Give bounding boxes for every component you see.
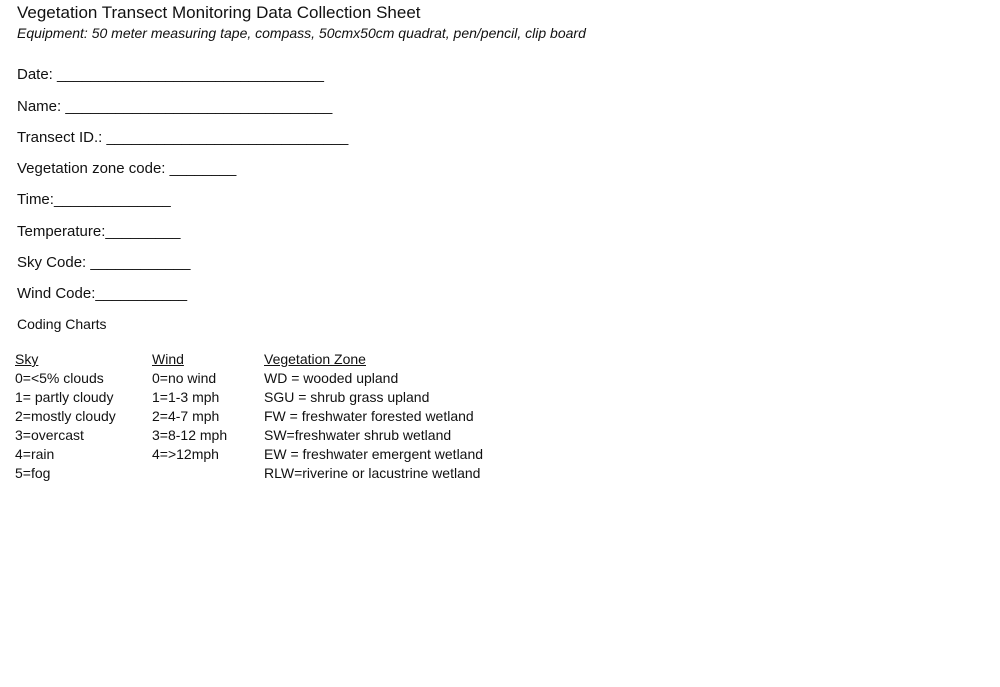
vegetation-zone-item: SW=freshwater shrub wetland [264, 427, 452, 443]
document-title: Vegetation Transect Monitoring Data Collection Sheet [17, 3, 421, 22]
field-date [17, 66, 324, 83]
vegetation-zone-item: EW = freshwater emergent wetland [264, 446, 484, 462]
sky-code-header: Sky [15, 351, 39, 367]
sky-code-item: 2=mostly cloudy [15, 408, 116, 424]
coding-charts-title: Coding Charts [17, 316, 107, 332]
vegetation-zone-item: WD = wooded upland [264, 370, 399, 386]
field-sky-code-blank[interactable]: ____________ [90, 254, 191, 271]
wind-code-column [152, 350, 227, 464]
field-time-blank[interactable]: ______________ [53, 191, 171, 208]
field-wind-code-blank[interactable]: ___________ [95, 285, 188, 302]
wind-code-header: Wind [152, 351, 184, 367]
sky-code-item: 0=<5% clouds [15, 370, 104, 386]
field-wind-code-label: Wind Code: [17, 285, 96, 302]
field-temperature-label: Temperature: [17, 223, 106, 240]
field-temperature [17, 223, 180, 240]
wind-code-item: 2=4-7 mph [152, 408, 220, 424]
sky-code-item: 4=rain [15, 446, 55, 462]
field-vegetation-zone-code [17, 160, 236, 177]
field-time-label: Time: [17, 191, 54, 208]
wind-code-item: 3=8-12 mph [152, 427, 228, 443]
sky-code-item: 3=overcast [15, 427, 84, 443]
vegetation-zone-item: RLW=riverine or lacustrine wetland [264, 465, 481, 481]
equipment-line: Equipment: 50 meter measuring tape, compass, 50cmx50cm quadrat, pen/pencil, clip board [17, 25, 586, 41]
sky-code-item: 5=fog [15, 465, 51, 481]
field-wind-code [17, 285, 187, 302]
field-vegetation-zone-code-blank[interactable]: ________ [169, 160, 237, 177]
field-name-blank[interactable]: ________________________________ [65, 98, 333, 115]
field-temperature-blank[interactable]: _________ [105, 223, 181, 240]
sky-code-column [15, 350, 116, 483]
field-vegetation-zone-code-label: Vegetation zone code: [17, 160, 170, 177]
wind-code-item: 0=no wind [152, 370, 217, 386]
field-name-label: Name: [17, 98, 66, 115]
field-date-label: Date: [17, 66, 58, 83]
vegetation-zone-header: Vegetation Zone [264, 351, 366, 367]
wind-code-item: 4=>12mph [152, 446, 219, 462]
field-transect-id-blank[interactable]: _____________________________ [106, 129, 349, 146]
field-date-blank[interactable]: ________________________________ [57, 66, 324, 83]
wind-code-item: 1=1-3 mph [152, 389, 220, 405]
field-sky-code-label: Sky Code: [17, 254, 91, 271]
vegetation-zone-item: FW = freshwater forested wetland [264, 408, 474, 424]
field-transect-id-label: Transect ID.: [17, 129, 107, 146]
field-transect-id [17, 129, 348, 146]
sky-code-item: 1= partly cloudy [15, 389, 114, 405]
field-sky-code [17, 254, 190, 271]
vegetation-zone-column [264, 350, 483, 483]
field-name [17, 98, 332, 115]
field-time [17, 191, 171, 208]
vegetation-zone-item: SGU = shrub grass upland [264, 389, 430, 405]
